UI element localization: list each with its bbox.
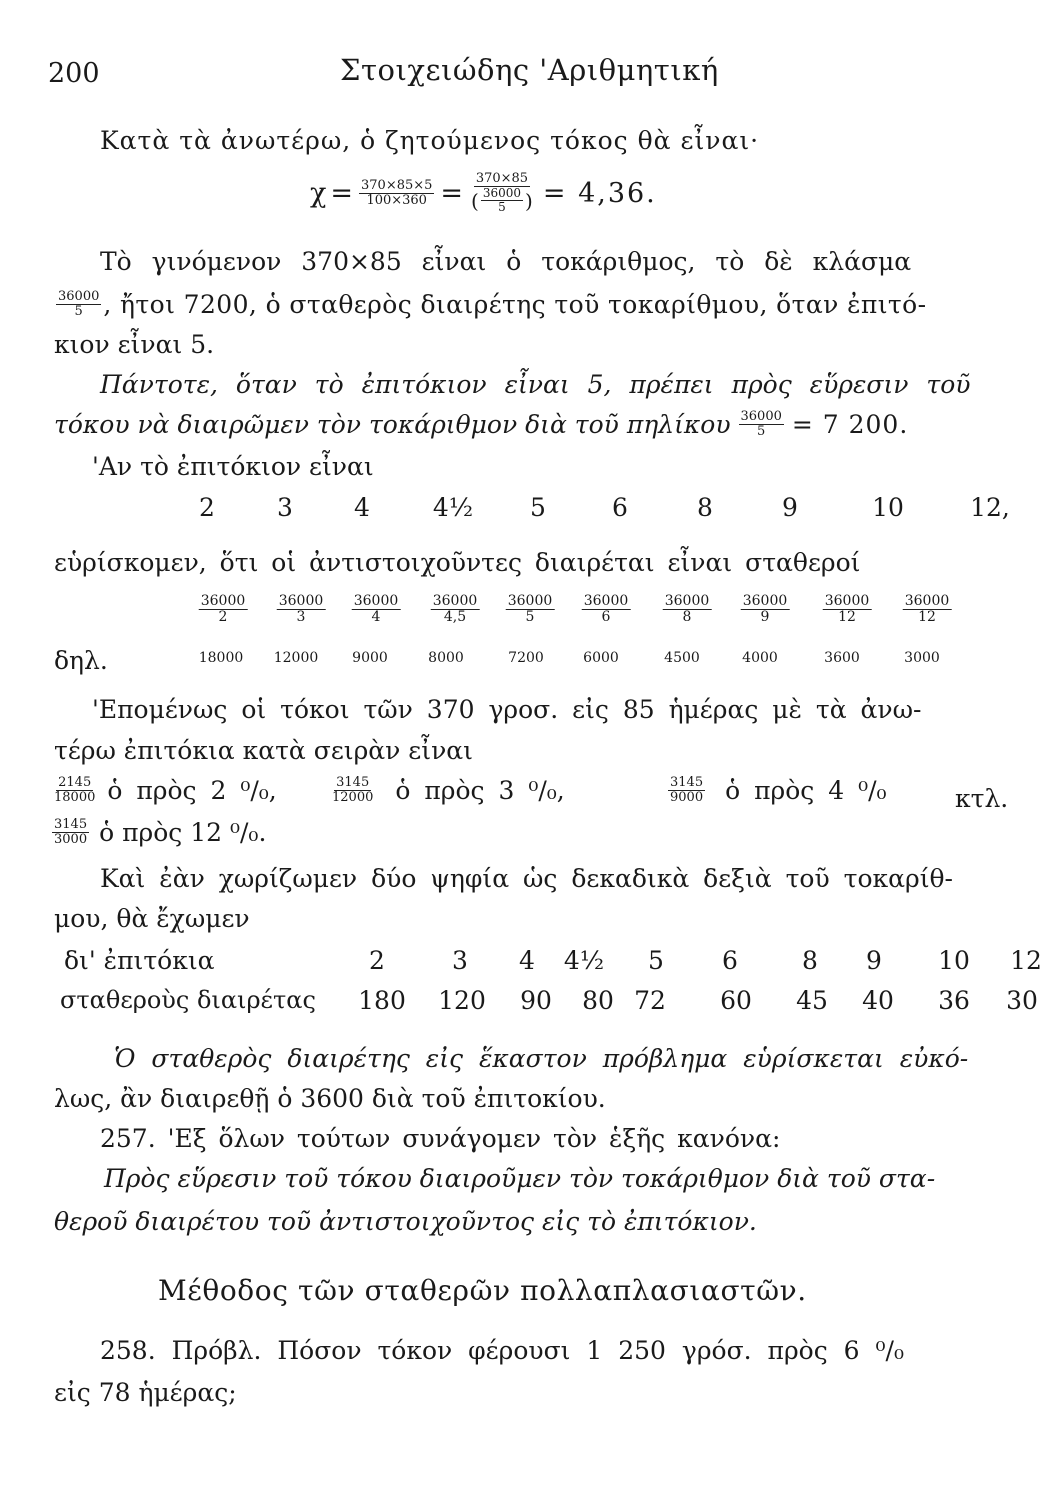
- para1-fraction: [56, 290, 101, 320]
- rate-cell: 4½: [432, 493, 474, 522]
- table2-divisors-row: [0, 986, 1062, 1016]
- para8-line2: Πρὸς εὕρεσιν τοῦ τόκου διαιροῦμεν τὸν τοκάριθμον διὰ τοῦ στα-: [104, 1164, 936, 1193]
- fraction-numerator: 36000: [200, 593, 246, 609]
- para5-line2: τέρω ἐπιτόκια κατὰ σειρὰν εἶναι: [54, 736, 473, 765]
- interest-text: ὁ πρὸς 12 ⁰/₀.: [99, 818, 267, 848]
- fraction-numerator: 2145: [58, 775, 92, 790]
- fraction-numerator: 36000: [507, 593, 553, 609]
- interest-item-1: [50, 776, 277, 806]
- rate-cell: 9: [866, 946, 882, 975]
- rates-row: [0, 493, 1062, 523]
- divisor-value: 9000: [352, 650, 388, 666]
- fraction-denominator: 3: [296, 609, 306, 626]
- para2-line1: Πάντοτε, ὅταν τὸ ἐπιτόκιον εἶναι 5, πρέπει πρὸς εὕρεσιν τοῦ: [100, 370, 971, 399]
- fraction-denominator: 100×360: [366, 192, 427, 208]
- fraction-denominator: 4,5: [443, 609, 467, 626]
- interest-fraction: [52, 776, 97, 806]
- divisor-value: 3000: [904, 650, 940, 666]
- interest-fraction: [52, 818, 89, 848]
- formula-eq-1: =: [330, 177, 353, 209]
- para2-fraction: [739, 410, 784, 440]
- divisor-cell: 180: [358, 986, 406, 1015]
- formula-eq-2: =: [440, 177, 464, 209]
- rate-cell: 3: [277, 493, 293, 522]
- rate-cell: 4½: [563, 946, 605, 975]
- divisor-fraction: [277, 594, 326, 626]
- fraction-denominator: 5: [525, 609, 535, 626]
- table2-label-divisors: σταθεροὺς διαιρέτας: [60, 986, 316, 1014]
- running-title: Στοιχειώδης 'Αριθμητική: [340, 53, 719, 87]
- para6-line2: μου, θὰ ἔχωμεν: [54, 904, 250, 933]
- divisor-cell: 90: [520, 986, 552, 1015]
- intro-line: Κατὰ τὰ ἀνωτέρω, ὁ ζητούμενος τόκος θὰ εἶναι·: [100, 126, 760, 155]
- divisor-fraction: [431, 594, 480, 626]
- divisor-cell: 40: [862, 986, 894, 1015]
- fraction-denominator-compound: [469, 187, 535, 214]
- divisor-fraction: [903, 594, 952, 626]
- interest-item-4: [50, 818, 266, 848]
- para9-line1: 258. Πρόβλ. Πόσον τόκον φέρουσι 1 250 γρόσ. πρὸς 6 ⁰/₀: [100, 1336, 904, 1365]
- para4-line1: εὑρίσκομεν, ὅτι οἱ ἀντιστοιχοῦντες διαιρέται εἶναι σταθεροί: [54, 548, 861, 577]
- paren-open: (: [471, 188, 479, 213]
- interest-text: ὁ πρὸς 3 ⁰/₀,: [395, 776, 565, 806]
- fraction-denominator: 5: [74, 304, 83, 320]
- fraction-denominator: 9000: [670, 790, 704, 806]
- interest-fraction: [668, 776, 705, 806]
- fraction-numerator: 36000: [824, 593, 870, 609]
- fraction-numerator: 3145: [336, 775, 370, 790]
- para6-line1: Καὶ ἐὰν χωρίζωμεν δύο ψηφία ὡς δεκαδικὰ δεξιὰ τοῦ τοκαρίθ-: [100, 864, 953, 893]
- divisor-cell: 30: [1006, 986, 1038, 1015]
- formula-fraction-2: [469, 172, 535, 215]
- rate-cell: 6: [722, 946, 738, 975]
- fraction-numerator: 36000: [583, 593, 629, 609]
- nested-fraction: [481, 187, 523, 214]
- fraction-numerator: 36000: [742, 593, 788, 609]
- fraction-denominator: 12: [838, 609, 856, 626]
- para7-line2: λως, ἂν διαιρεθῇ ὁ 3600 διὰ τοῦ ἐπιτοκίου.: [54, 1084, 606, 1113]
- section-title: Μέθοδος τῶν σταθερῶν πολλαπλασιαστῶν.: [158, 1274, 807, 1307]
- divisor-fractions-row: [0, 594, 1062, 634]
- rate-cell: 10: [938, 946, 970, 975]
- interest-item-3: [666, 776, 887, 806]
- para2-result: = 7 200.: [791, 410, 909, 440]
- fraction-denominator: 5: [757, 424, 766, 440]
- fraction-denominator: 18000: [54, 790, 96, 806]
- para1-line3: κιον εἶναι 5.: [54, 330, 215, 359]
- rate-cell: 3: [452, 946, 468, 975]
- divisor-value: 6000: [583, 650, 619, 666]
- fraction-numerator: 36000: [482, 186, 522, 201]
- divisor-value: 4000: [742, 650, 778, 666]
- divisor-fraction: [741, 594, 790, 626]
- fraction-denominator: 8: [682, 609, 692, 626]
- divisor-fraction: [663, 594, 712, 626]
- rate-cell: 10: [872, 493, 904, 522]
- para3-line1: 'Αν τὸ ἐπιτόκιον εἶναι: [92, 452, 374, 481]
- divisor-fraction: [352, 594, 401, 626]
- para1-line2: [54, 290, 926, 320]
- table2-rates-row: [0, 946, 1062, 976]
- interest-text: ὁ πρὸς 4 ⁰/₀: [725, 776, 887, 806]
- para2-line2: [54, 410, 908, 440]
- divisor-fraction: [506, 594, 555, 626]
- table2-label-rates: δι' ἐπιτόκια: [64, 946, 215, 975]
- fraction-numerator: 36000: [904, 593, 950, 609]
- para9-line2: εἰς 78 ἡμέρας;: [54, 1378, 237, 1407]
- fraction-numerator: 36000: [353, 593, 399, 609]
- rate-cell: 8: [697, 493, 713, 522]
- rate-cell: 4: [354, 493, 370, 522]
- para8-line3: θεροῦ διαιρέτου τοῦ ἀντιστοιχοῦντος εἰς τὸ ἐπιτόκιον.: [54, 1207, 757, 1236]
- rate-cell: 8: [802, 946, 818, 975]
- formula-result: = 4,36.: [542, 177, 657, 209]
- fraction-numerator: 370×85: [475, 171, 529, 186]
- fraction-denominator: 6: [601, 609, 611, 626]
- dil-label: δηλ.: [54, 646, 108, 675]
- para2-line2-text: τόκου νὰ διαιρῶμεν τὸν τοκάριθμον διὰ τοῦ πηλίκου: [54, 410, 731, 440]
- fraction-numerator: 36000: [432, 593, 478, 609]
- formula-var: χ: [310, 177, 327, 209]
- fraction-numerator: 36000: [740, 409, 782, 424]
- formula: [310, 172, 657, 215]
- interest-fraction: [330, 776, 375, 806]
- formula-fraction-1: [359, 179, 434, 209]
- divisor-cell: 60: [720, 986, 752, 1015]
- divisor-cell: 120: [438, 986, 486, 1015]
- divisor-value: 7200: [508, 650, 544, 666]
- fraction-denominator: 9: [760, 609, 770, 626]
- rate-cell: 2: [369, 946, 385, 975]
- para1-line1: Τὸ γινόμενον 370×85 εἶναι ὁ τοκάριθμος, τὸ δὲ κλάσμα: [100, 247, 912, 276]
- para7-line1: Ὁ σταθερὸς διαιρέτης εἰς ἕκαστον πρόβλημα εὑρίσκεται εὐκό-: [114, 1044, 969, 1073]
- fraction-denominator: 5: [498, 200, 506, 215]
- rate-cell: 5: [648, 946, 664, 975]
- rate-cell: 9: [782, 493, 798, 522]
- divisor-value: 3600: [824, 650, 860, 666]
- interest-item-2: [328, 776, 565, 806]
- interest-text: ὁ πρὸς 2 ⁰/₀,: [107, 776, 277, 806]
- fraction-numerator: 36000: [58, 289, 100, 304]
- divisor-fraction: [582, 594, 631, 626]
- fraction-numerator: 36000: [664, 593, 710, 609]
- rate-cell: 6: [612, 493, 628, 522]
- divisor-cell: 72: [634, 986, 666, 1015]
- fraction-numerator: 3145: [54, 817, 88, 832]
- rate-cell: 12,: [970, 493, 1010, 522]
- rate-cell: 2: [199, 493, 215, 522]
- fraction-denominator: 4: [371, 609, 381, 626]
- rate-cell: 12: [1010, 946, 1042, 975]
- para1-line2-text: , ἤτοι 7200, ὁ σταθερὸς διαιρέτης τοῦ τοκαρίθμου, ὅταν ἐπιτό-: [103, 290, 927, 320]
- fraction-numerator: 36000: [278, 593, 324, 609]
- divisor-fraction: [199, 594, 248, 626]
- divisor-value: 18000: [198, 650, 244, 666]
- rate-cell: 5: [530, 493, 546, 522]
- divisor-value: 8000: [428, 650, 464, 666]
- divisor-values-row: [0, 650, 1062, 670]
- fraction-denominator: 12000: [332, 790, 374, 806]
- para5-line1: 'Επομένως οἱ τόκοι τῶν 370 γροσ. εἰς 85 ἡμέρας μὲ τὰ ἀνω-: [92, 695, 922, 724]
- rate-cell: 4: [519, 946, 535, 975]
- ktl-abbrev: κτλ.: [955, 784, 1009, 813]
- divisor-cell: 36: [938, 986, 970, 1015]
- divisor-cell: 45: [796, 986, 828, 1015]
- fraction-numerator: 3145: [670, 775, 704, 790]
- fraction-numerator: 370×85×5: [361, 177, 433, 193]
- fraction-denominator: 12: [918, 609, 936, 626]
- fraction-denominator: 2: [218, 609, 228, 626]
- divisor-value: 4500: [664, 650, 700, 666]
- paren-close: ): [525, 188, 533, 213]
- divisor-cell: 80: [582, 986, 614, 1015]
- divisor-fraction: [823, 594, 872, 626]
- fraction-denominator: 3000: [54, 832, 88, 848]
- para8-line1: 257. 'Εξ ὅλων τούτων συνάγομεν τὸν ἑξῆς κανόνα:: [100, 1124, 781, 1153]
- page-number: 200: [48, 58, 100, 89]
- divisor-value: 12000: [273, 650, 319, 666]
